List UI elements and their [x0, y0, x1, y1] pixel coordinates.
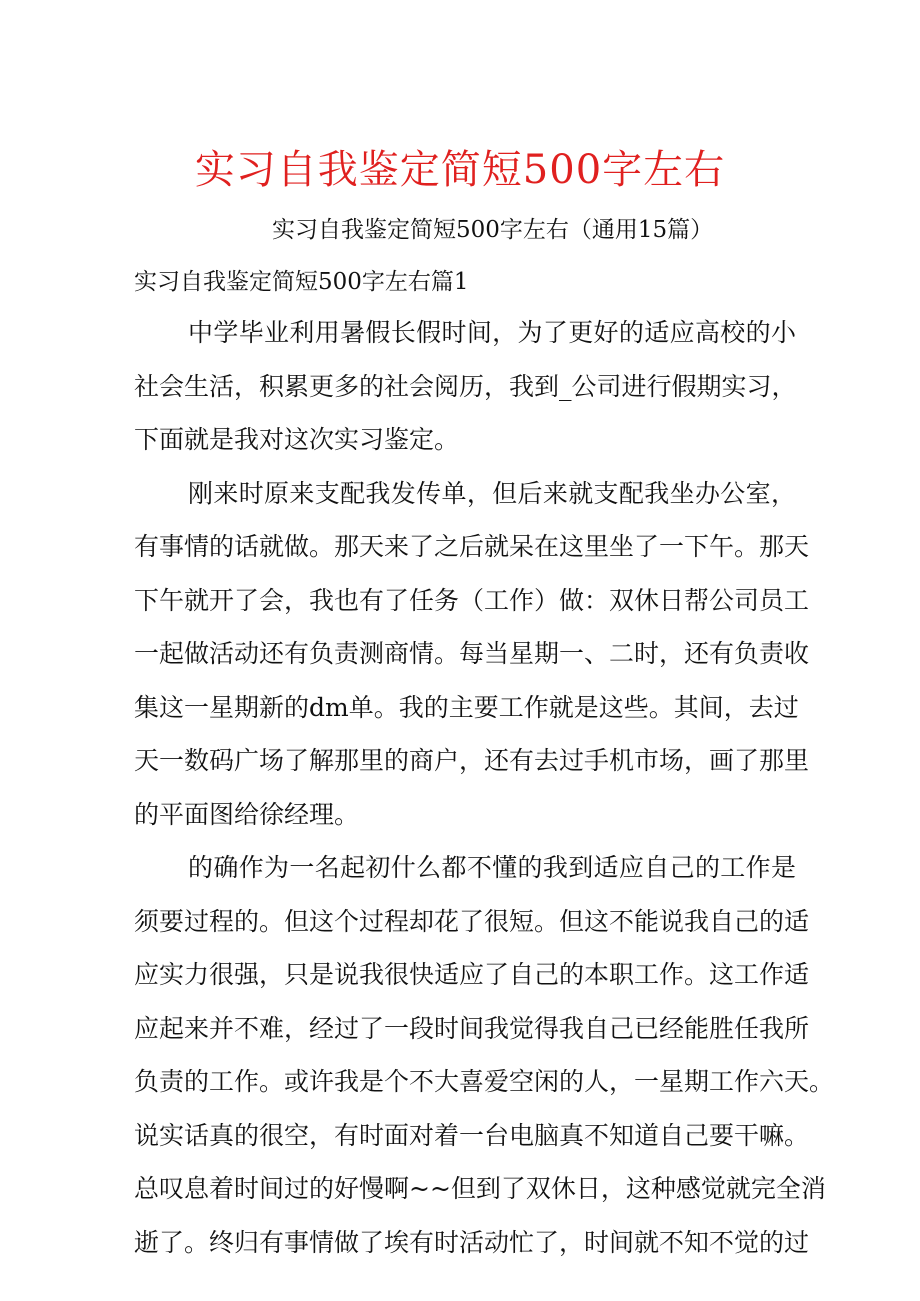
document-title: 实习自我鉴定简短500字左右 — [194, 147, 726, 193]
document-body — [134, 306, 835, 1269]
paragraph-line: 中学毕业利用暑假长假时间，为了更好的适应高校的小 — [188, 318, 796, 347]
paragraph-1 — [134, 306, 796, 467]
paragraph-line: 下午就开了会，我也有了任务（工作）做：双休日帮公司员工 — [134, 585, 810, 615]
paragraph-line: 说实话真的很空，有时面对着一台电脑真不知道自己要干嘛。 — [134, 1120, 810, 1150]
paragraph-3 — [134, 841, 835, 1269]
paragraph-line: 总叹息着时间过的好慢啊~~但到了双休日，这种感觉就完全消 — [134, 1174, 826, 1203]
paragraph-line: 集这一星期新的dm单。我的主要工作就是这些。其间，去过 — [134, 692, 799, 722]
paragraph-line: 应实力很强，只是说我很快适应了自己的本职工作。这工作适 — [134, 960, 810, 989]
paragraph-line: 负责的工作。或许我是个不大喜爱空闲的人，一星期工作六天。 — [134, 1067, 835, 1096]
paragraph-line: 的确作为一名起初什么都不懂的我到适应自己的工作是 — [188, 853, 796, 882]
paragraph-line: 应起来并不难，经过了一段时间我觉得我自己已经能胜任我所 — [134, 1013, 810, 1043]
paragraph-line: 逝了。终归有事情做了埃有时活动忙了，时间就不知不觉的过 — [134, 1227, 810, 1257]
paragraph-line: 一起做活动还有负责测商情。每当星期一、二时，还有负责收 — [134, 639, 810, 668]
paragraph-2 — [134, 467, 810, 842]
paragraph-line: 天一数码广场了解那里的商户，还有去过手机市场，画了那里 — [134, 746, 810, 775]
paragraph-line: 须要过程的。但这个过程却花了很短。但这不能说我自己的适 — [134, 906, 810, 936]
paragraph-line: 有事情的话就做。那天来了之后就呆在这里坐了一下午。那天 — [134, 532, 810, 561]
paragraph-line: 刚来时原来支配我发传单，但后来就支配我坐办公室， — [188, 478, 796, 508]
paragraph-line: 的平面图给徐经理。 — [134, 799, 360, 829]
document-subtitle: 实习自我鉴定简短500字左右（通用15篇） — [272, 217, 714, 243]
paragraph-line: 下面就是我对这次实习鉴定。 — [134, 425, 460, 454]
section-heading: 实习自我鉴定简短500字左右篇1 — [134, 269, 469, 295]
paragraph-line: 社会生活，积累更多的社会阅历，我到_公司进行假期实习， — [134, 371, 797, 401]
